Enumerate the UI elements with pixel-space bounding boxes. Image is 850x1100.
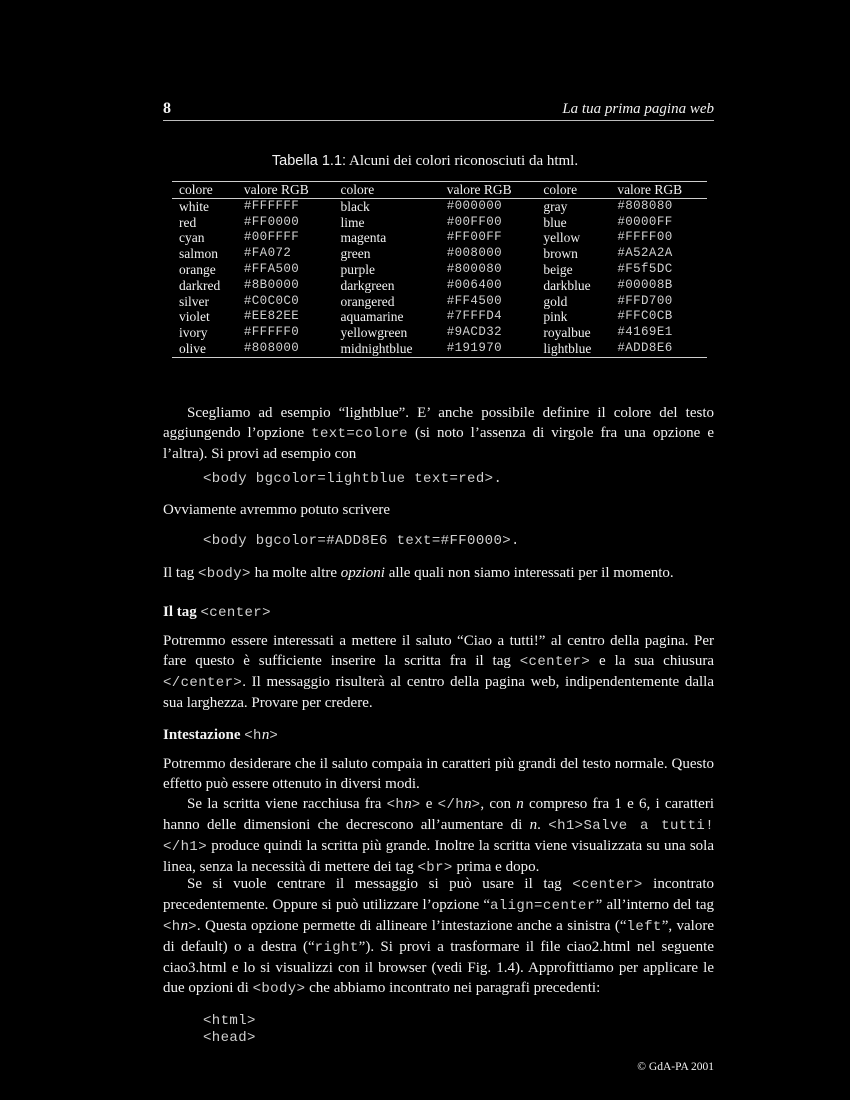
rgb-value-cell: #A52A2A: [617, 246, 673, 261]
emphasis: opzioni: [340, 565, 385, 581]
inline-code: <h: [386, 797, 405, 813]
rgb-value-cell: #800080: [446, 261, 503, 276]
table-caption-text: Alcuni dei colori riconosciuti da html.: [346, 153, 579, 169]
rgb-value-cell: #FFA500: [243, 261, 300, 276]
rgb-value-cell: #ADD8E6: [617, 340, 673, 355]
text: (si noto l’assenza di virgole fra una opzione e l’altra). Si provi ad esempio con: [163, 425, 714, 462]
code-line-head: <head>: [203, 1030, 256, 1046]
page-number: 8: [163, 100, 171, 117]
rgb-value-cell: #00FF00: [446, 214, 503, 229]
rgb-value-cell: #F5f5DC: [617, 261, 673, 276]
inline-code-var: n: [464, 796, 472, 812]
text: ” all’interno del tag: [595, 897, 714, 913]
text: . Questa opzione permette di allineare l’intestazione anche a sinistra (“: [196, 918, 627, 934]
color-name-cell: lightblue: [543, 340, 592, 356]
text: Potremmo essere interessati a mettere il saluto “Ciao a tutti!” al centro della pagina. Per fare questo è sufficiente inserire la scritta fra il tag: [163, 633, 714, 669]
text: . Il messaggio risulterà al centro della pagina web, indipendentemente dalla sua larghezza. Provare per credere.: [163, 674, 714, 711]
table-row: [172, 294, 707, 310]
color-name-cell: lime: [340, 214, 365, 230]
rgb-value-cell: #FF0000: [243, 214, 300, 229]
section-heading-center: [163, 604, 271, 621]
paragraph-lightblue: [163, 403, 714, 464]
paragraph-obviously: Ovviamente avremmo potuto scrivere: [163, 502, 391, 518]
rgb-value-cell: #EE82EE: [243, 309, 300, 324]
inline-code-var: n: [180, 918, 189, 934]
rgb-value-cell: #FFD700: [617, 293, 673, 308]
rgb-value-cell: #006400: [446, 277, 503, 292]
inline-code: right: [314, 940, 359, 956]
color-name-cell: blue: [543, 214, 567, 230]
code-line-html: <html>: [203, 1013, 256, 1029]
code-example-1: <body bgcolor=lightblue text=red>.: [203, 471, 503, 487]
section-heading-intestazione: [163, 727, 278, 744]
text: alle quali non siamo interessati per il momento.: [384, 565, 674, 581]
text: prima e dopo.: [452, 859, 540, 875]
text: produce quindi la scritta più grande. Inoltre la scritta viene visualizzata su una sola linea, senza la necessità di mettere dei tag: [163, 838, 714, 875]
color-name-cell: darkred: [179, 277, 221, 293]
math-var: n: [516, 796, 524, 812]
color-name-cell: gold: [543, 293, 568, 309]
text: Se la scritta viene racchiusa fra: [187, 796, 387, 812]
inline-code: left: [626, 919, 662, 935]
rgb-value-cell: #FA072: [243, 246, 292, 261]
rgb-value-cell: #FFFFFF: [243, 198, 300, 213]
text: che abbiamo incontrato nei paragrafi precedenti:: [305, 980, 601, 996]
rgb-value-cell: #8B0000: [243, 277, 300, 292]
inline-code: <body>: [198, 566, 251, 582]
inline-code: >: [411, 797, 421, 813]
rgb-value-cell: #FFFF00: [617, 230, 673, 245]
rgb-value-cell: #808000: [243, 340, 300, 355]
inline-code: <br>: [417, 860, 453, 876]
inline-code: <center>: [519, 654, 591, 670]
rgb-value-cell: #191970: [446, 340, 503, 355]
color-name-cell: purple: [340, 261, 375, 277]
inline-code: text=colore: [311, 426, 408, 442]
section-code: <h: [244, 728, 262, 744]
color-name-cell: ivory: [179, 325, 208, 341]
footer-text: GdA-PA 2001: [646, 1061, 714, 1073]
color-name-cell: red: [179, 214, 197, 230]
section-title: Il tag: [163, 604, 197, 620]
section-title: Intestazione: [163, 727, 241, 743]
table-row: [172, 230, 707, 246]
color-name-cell: green: [340, 246, 371, 262]
color-name-cell: midnightblue: [340, 340, 413, 356]
text: e: [420, 796, 438, 812]
color-name-cell: violet: [179, 309, 210, 325]
running-title: La tua prima pagina web: [562, 101, 714, 117]
copyright-icon: ©: [637, 1061, 647, 1073]
color-name-cell: salmon: [179, 246, 218, 262]
color-name-cell: darkgreen: [340, 277, 395, 293]
page-header: [163, 100, 714, 121]
inline-code-var: n: [404, 796, 412, 812]
rgb-value-cell: #4169E1: [617, 325, 673, 340]
rgb-value-cell: #FFFFF0: [243, 325, 300, 340]
rgb-value-cell: #7FFFD4: [446, 309, 503, 324]
inline-code: align=center: [490, 898, 596, 914]
text: Se si vuole centrare il messaggio si può usare il tag: [187, 876, 573, 892]
inline-code: </h: [437, 797, 465, 813]
table-row: [172, 198, 707, 214]
table-row: [172, 262, 707, 278]
column-header: colore: [543, 182, 578, 197]
rgb-value-cell: #00008B: [617, 277, 673, 292]
column-header: valore RGB: [446, 182, 512, 197]
text: compreso fra 1 e 6, i caratteri hanno delle dimensioni che decrescono all’aumentare di: [163, 796, 714, 833]
table-header-row: [172, 182, 707, 199]
table-caption: [0, 153, 850, 170]
color-name-cell: magenta: [340, 230, 387, 246]
text: e la sua chiusura: [590, 653, 714, 669]
color-name-cell: silver: [179, 293, 209, 309]
section-code-var: n: [261, 727, 270, 743]
inline-code: >: [471, 797, 481, 813]
color-name-cell: orange: [179, 261, 216, 277]
rgb-value-cell: #808080: [617, 198, 673, 213]
column-header: colore: [340, 182, 375, 197]
color-name-cell: black: [340, 198, 370, 214]
rgb-value-cell: #000000: [446, 198, 503, 213]
rgb-value-cell: #FF00FF: [446, 230, 503, 245]
paragraph-body-options: [163, 563, 714, 584]
inline-code: >: [188, 919, 197, 935]
table-body: [172, 198, 707, 357]
rgb-value-cell: #9ACD32: [446, 325, 503, 340]
rgb-value-cell: #008000: [446, 246, 503, 261]
inline-code: <h1>Salve a tutti!</h1>: [163, 818, 714, 855]
text: incontrato precedentemente. Oppure si può utilizzare l’opzione “: [163, 876, 714, 913]
color-name-cell: cyan: [179, 230, 205, 246]
color-name-cell: olive: [179, 340, 206, 356]
paragraph-hn-sizes: [163, 794, 714, 878]
color-name-cell: beige: [543, 261, 573, 277]
table-row: [172, 278, 707, 294]
table-caption-label: Tabella 1.1:: [271, 153, 347, 169]
rgb-value-cell: #FF4500: [446, 293, 503, 308]
text: Il tag: [163, 565, 198, 581]
table-row: [172, 341, 707, 357]
inline-code: <body>: [252, 981, 306, 997]
text: .: [537, 817, 549, 833]
rgb-value-cell: #0000FF: [617, 214, 673, 229]
color-name-cell: pink: [543, 309, 568, 325]
inline-code: </center>: [163, 675, 243, 691]
text: ”). Si provi a trasformare il file ciao2.html nel seguente ciao3.html e lo si visualizzi con il browser (vedi Fig. 1.4). Approfittiamo per applicare le due opzioni di: [163, 939, 714, 996]
text: ha molte altre: [250, 565, 341, 581]
color-name-cell: gray: [543, 198, 568, 214]
color-name-cell: aquamarine: [340, 309, 404, 325]
color-name-cell: white: [179, 198, 209, 214]
section-code: >: [269, 728, 279, 744]
inline-code: <center>: [572, 877, 643, 893]
color-name-cell: brown: [543, 246, 578, 262]
text: , con: [480, 796, 517, 812]
inline-code: <h: [163, 919, 181, 935]
color-name-cell: yellowgreen: [340, 325, 408, 341]
column-header: valore RGB: [617, 182, 683, 197]
paragraph-heading-intro: Potremmo desiderare che il saluto compaia in caratteri più grandi del testo normale. Questo effetto può essere ottenuto in diversi modi.: [163, 756, 714, 792]
rgb-value-cell: #FFC0CB: [617, 309, 673, 324]
text: Scegliamo ad esempio “lightblue”. E’ anche possibile definire il colore del testo aggiungendo l’opzione: [163, 405, 714, 441]
table-row: [172, 246, 707, 262]
math-var: n: [529, 817, 538, 833]
color-name-cell: yellow: [543, 230, 581, 246]
column-header: valore RGB: [243, 182, 309, 197]
color-name-cell: orangered: [340, 293, 395, 309]
text: ”, valore di default) o a destra (“: [163, 918, 714, 955]
color-name-cell: darkblue: [543, 277, 591, 293]
table-row: [172, 309, 707, 325]
column-header: colore: [179, 182, 213, 197]
page-footer: [637, 1061, 714, 1073]
table-row: [172, 215, 707, 231]
code-example-2: <body bgcolor=#ADD8E6 text=#FF0000>.: [203, 533, 520, 549]
section-code: <center>: [200, 605, 271, 621]
rgb-value-cell: #C0C0C0: [243, 293, 300, 308]
rgb-value-cell: #00FFFF: [243, 230, 300, 245]
table-row: [172, 325, 707, 341]
colors-table: [172, 181, 707, 358]
paragraph-align: [163, 874, 714, 999]
paragraph-center: [163, 631, 714, 713]
color-name-cell: royalbue: [543, 325, 591, 341]
